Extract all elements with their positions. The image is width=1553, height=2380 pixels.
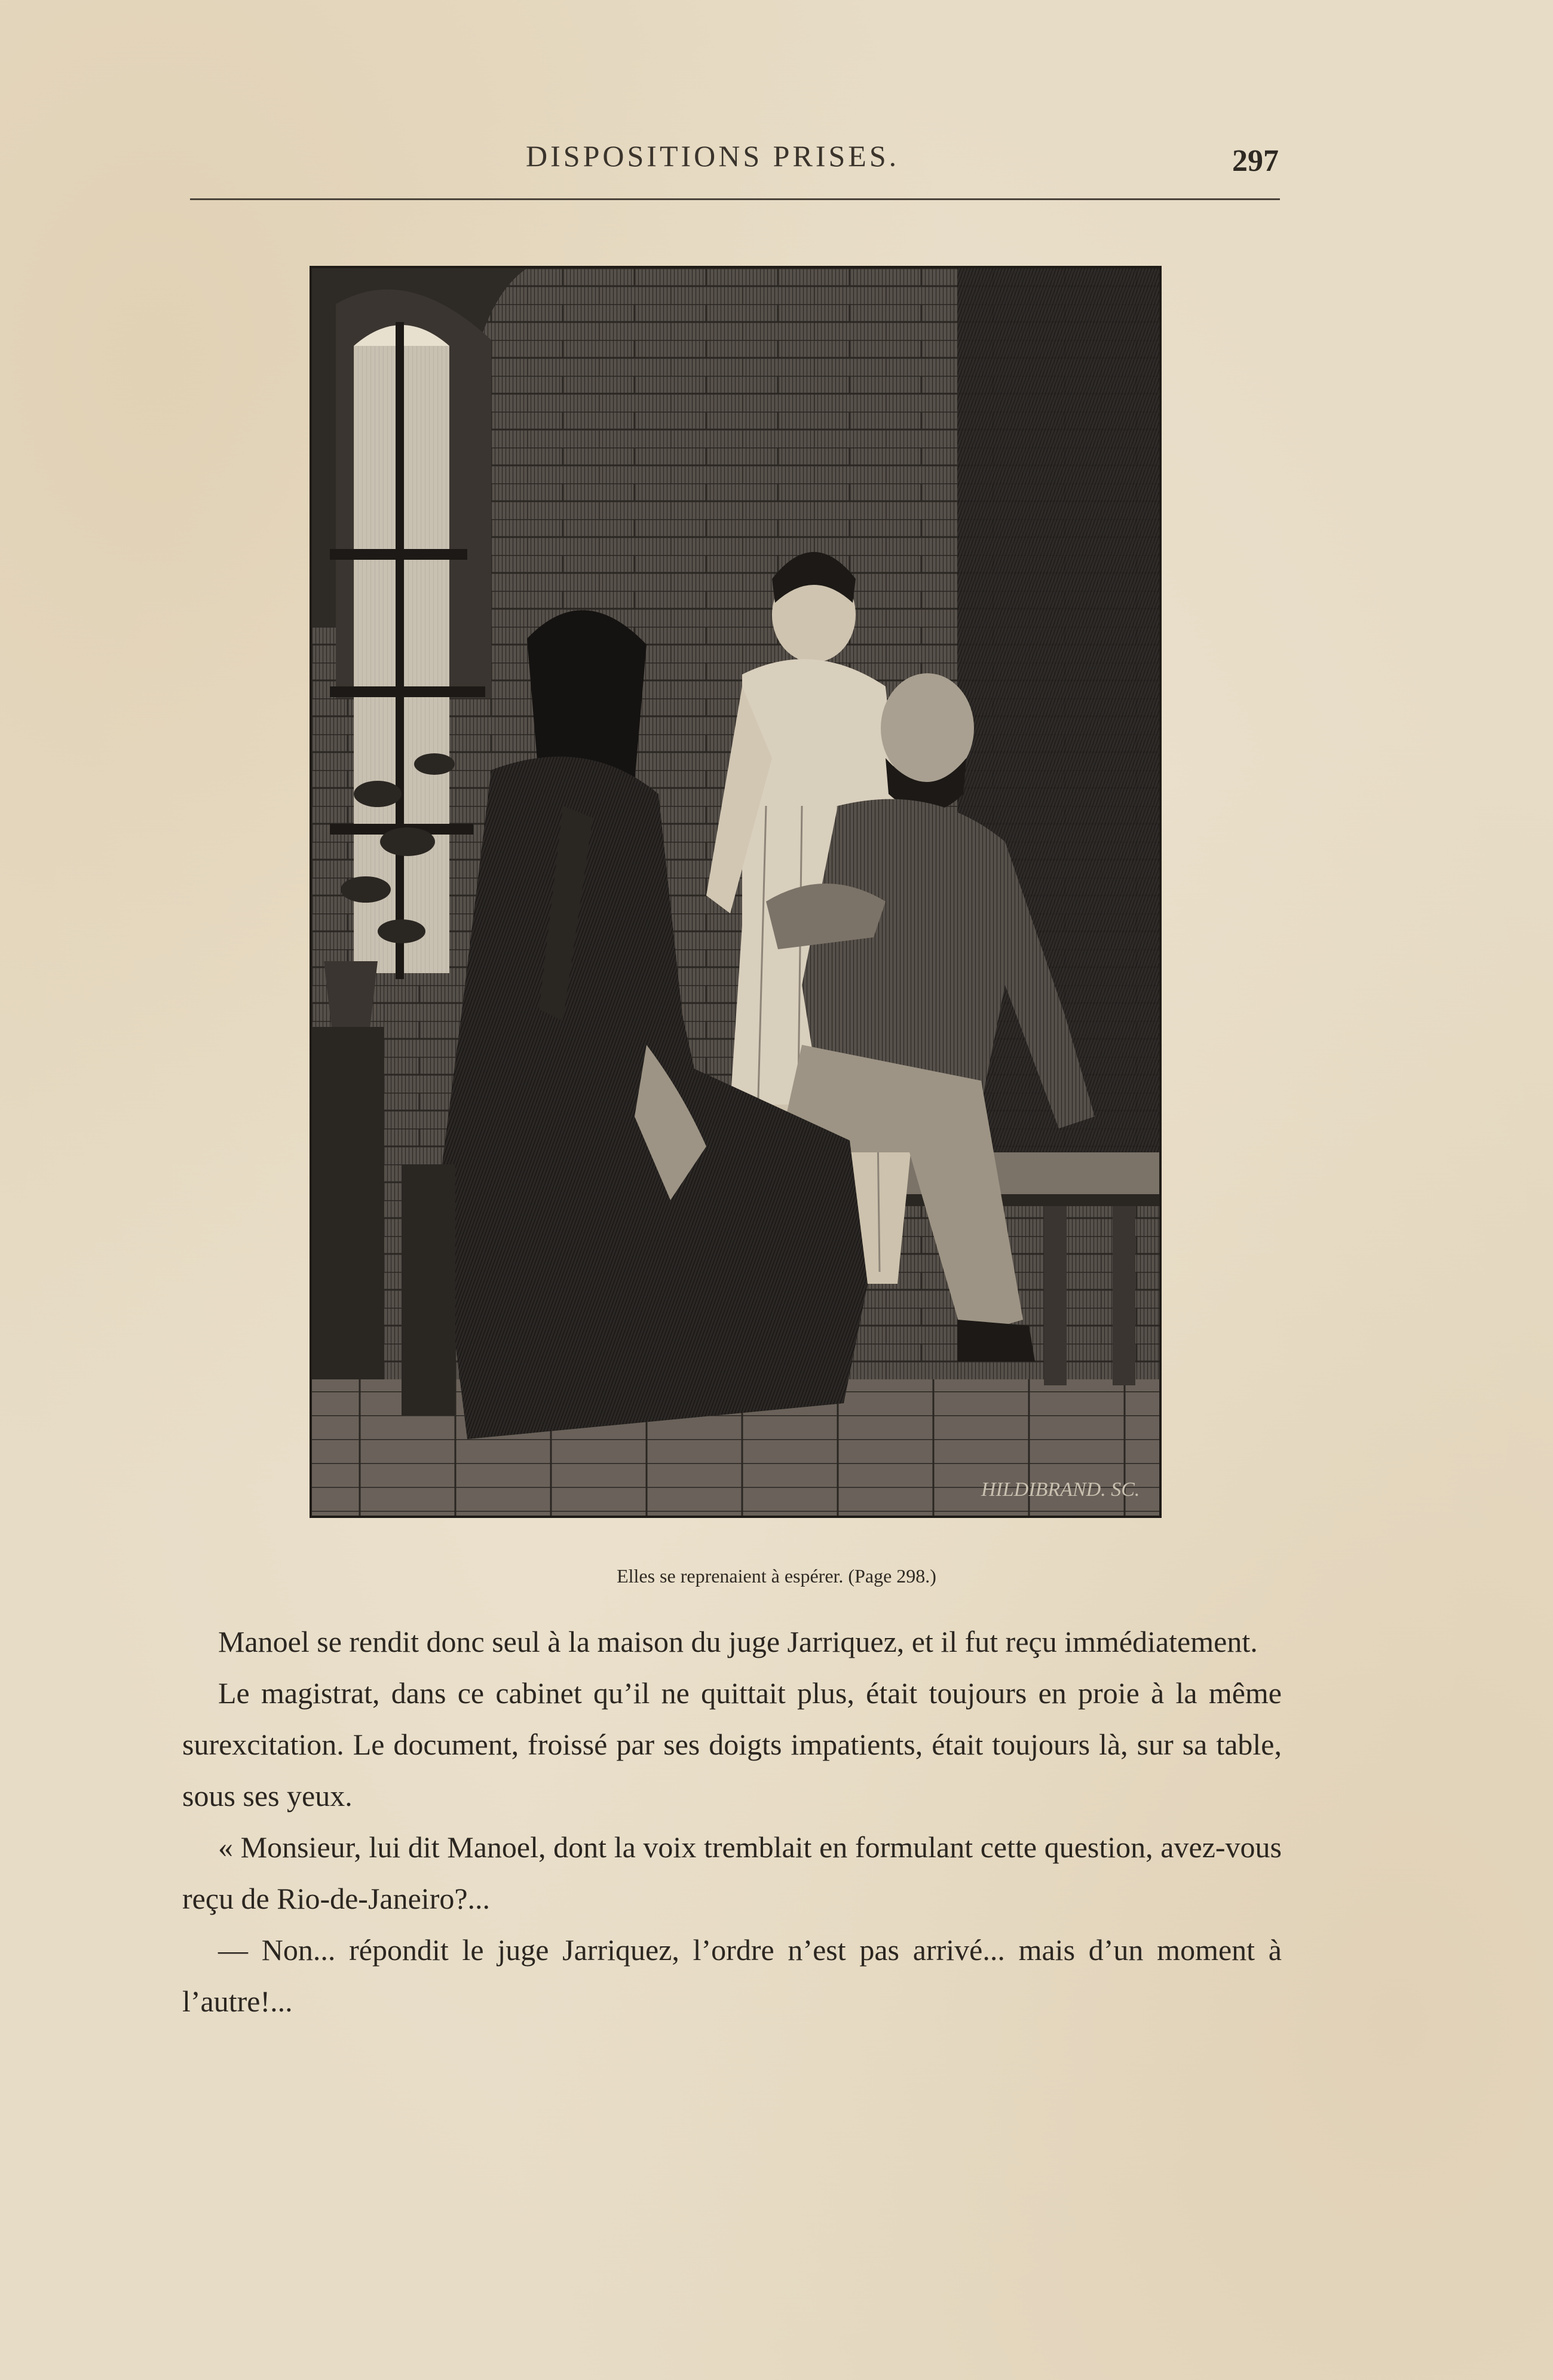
paragraph: — Non... répondit le juge Jarriquez, l’ordre n’est pas arrivé... mais d’un moment à l’autre!... bbox=[182, 1933, 1282, 2018]
engraver-signature: HILDIBRAND. SC. bbox=[981, 1479, 1140, 1501]
paragraph: « Monsieur, lui dit Manoel, dont la voix tremblait en formulant cette question, avez-vous reçu de Rio-de-Janeiro?... bbox=[182, 1830, 1282, 1915]
paragraph: Manoel se rendit donc seul à la maison du juge Jarriquez, et il fut reçu immédiatement. bbox=[218, 1625, 1258, 1658]
running-title: DISPOSITIONS PRISES. bbox=[526, 139, 900, 173]
paragraph: Le magistrat, dans ce cabinet qu’il ne quittait plus, était toujours en proie à la même surexcitation. Le document, froissé par ses doigts impatients, était toujours là, sur sa table, sous ses yeux. bbox=[182, 1676, 1282, 1812]
page-number: 297 bbox=[1232, 144, 1279, 178]
running-head bbox=[191, 133, 1279, 186]
engraving-illustration bbox=[310, 266, 1162, 1518]
header-rule bbox=[190, 198, 1280, 200]
body-text bbox=[182, 1616, 1282, 2027]
illustration-caption: Elles se reprenaient à espérer. (Page 298.) bbox=[617, 1565, 936, 1587]
engraving-scene bbox=[312, 268, 1159, 1516]
